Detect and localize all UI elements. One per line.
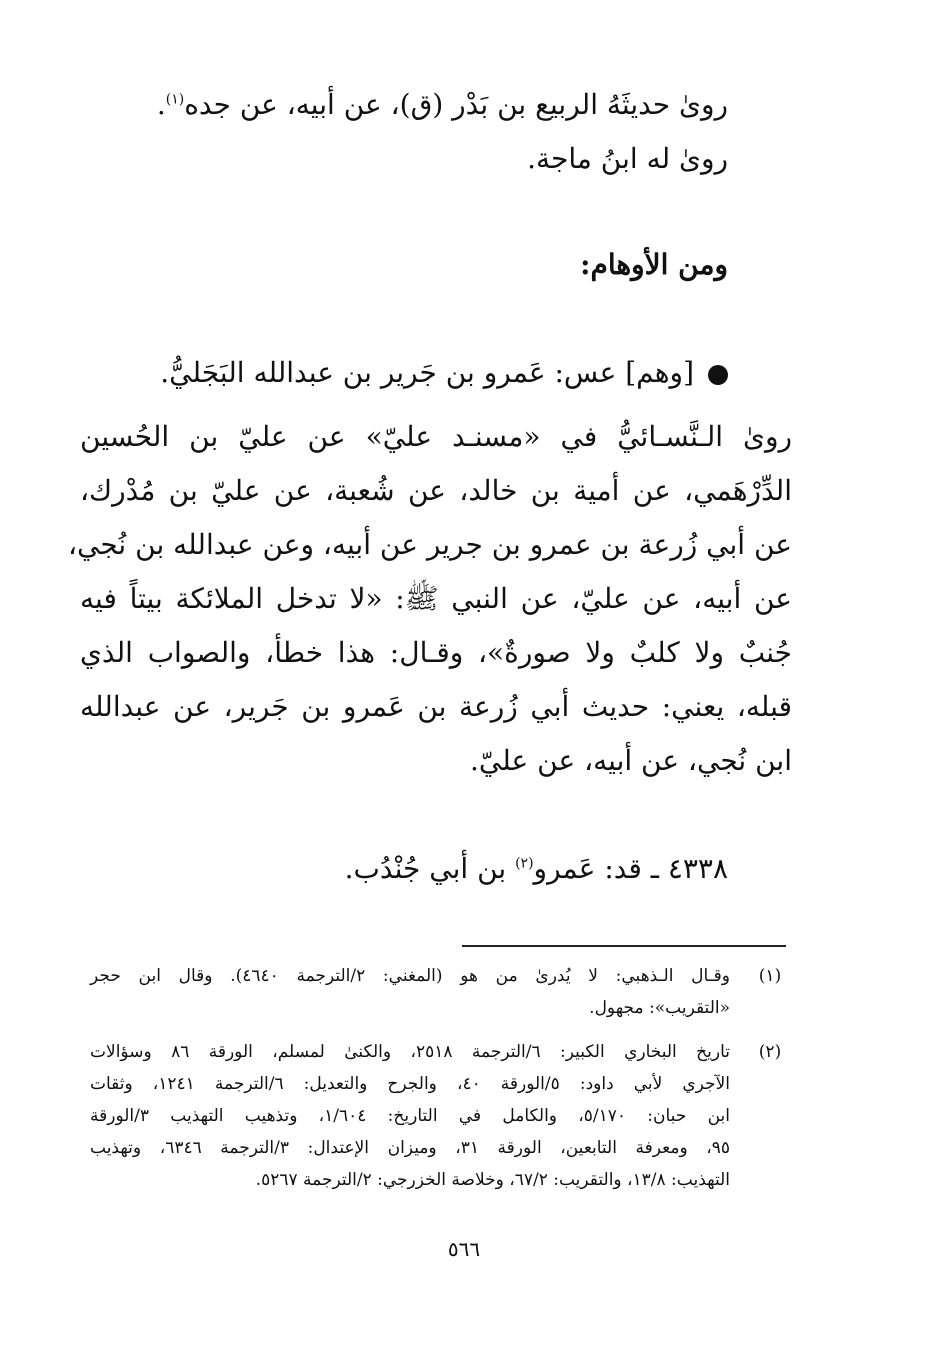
footnote-number: (٢): [758, 1042, 782, 1062]
entry-body: [67, 410, 792, 788]
entry-line: قبله، يعني: حديث أبي زُرعة بن عَمرو بن جَرير، عن عبدالله: [80, 690, 792, 723]
footnote-ref-1[interactable]: (١): [165, 91, 185, 108]
entry-title: [80, 346, 728, 400]
entry-line: الدِّرْهَمي، عن أمية بن خالد، عن شُعبة، عن عليّ بن مُدْرك،: [80, 474, 792, 507]
entry-line: عن أبي زُرعة بن عمرو بن جرير عن أبيه، وعن عبدالله بن نُجي،: [67, 528, 792, 561]
entry-line: جُنبٌ ولا كلبٌ ولا صورةٌ»، وقـال: هذا خطأ، والصواب الذي: [80, 636, 792, 669]
footnote-line: «التقريب»: مجهول.: [589, 998, 730, 1018]
next-entry-heading: [80, 842, 728, 896]
entry-line: روىٰ الـنَّسـائيُّ في «مسنـد عليّ» عن عليّ بن الحُسين: [80, 420, 792, 453]
entry-title-text: [وهم] عس: عَمرو بن جَرير بن عبدالله البَجَليُّ.: [160, 356, 694, 389]
entry-line: ابن نُجي، عن أبيه، عن عليّ.: [470, 744, 792, 777]
footnote-2: [90, 1036, 788, 1196]
next-entry-text-end: بن أبي جُنْدُب.: [344, 852, 516, 885]
intro-line-1-text: روىٰ حديثَهُ الربيع بن بَدْر (ق)، عن أبيه، عن جده: [184, 88, 728, 121]
footnote-body: [90, 960, 730, 1024]
footnote-divider: [462, 945, 786, 947]
intro-paragraph: [80, 78, 728, 186]
section-heading: ومن الأوهام:: [580, 248, 728, 281]
page-number: ٥٦٦: [447, 1237, 481, 1261]
footnote-1: [90, 960, 788, 1024]
footnote-number: (١): [758, 966, 782, 986]
entry-line: عن أبيه، عن عليّ، عن النبي ﷺ: «لا تدخل الملائكة بيتاً فيه: [80, 582, 792, 615]
footnote-line: ٩٥، ومعرفة التابعين، الورقة ٣١، وميزان الإعتدال: ٣/الترجمة ٦٣٤٦، وتهذيب: [90, 1138, 730, 1158]
footnote-line: الآجري لأبي داود: ٥/الورقة ٤٠، والجرح والتعديل: ٦/الترجمة ١٢٤١، وثقات: [90, 1074, 730, 1094]
footnote-line: تاريخ البخاري الكبير: ٦/الترجمة ٢٥١٨، والكنىٰ لمسلم، الورقة ٨٦ وسؤالات: [90, 1042, 731, 1062]
footnote-body: [90, 1036, 730, 1196]
footnote-line: التهذيب: ١٣/٨، والتقريب: ٦٧/٢، وخلاصة الخزرجي: ٢/الترجمة ٥٢٦٧.: [255, 1170, 730, 1190]
intro-line-2: روىٰ له ابنُ ماجة.: [527, 142, 728, 175]
bullet-icon: [708, 365, 728, 385]
intro-line-1-end: .: [156, 88, 166, 121]
footnote-ref-2[interactable]: (٢): [515, 855, 534, 872]
intro-line-1: [80, 78, 728, 132]
footnote-line: ابن حبان: ٥/١٧٠، والكامل في التاريخ: ١/٦٠٤، وتذهيب التهذيب ٣/الورقة: [90, 1106, 730, 1126]
next-entry-text: ٤٣٣٨ ـ قد: عَمرو: [533, 852, 728, 885]
footnote-line: وقـال الـذهبي: لا يُدرىٰ من هو (المغني: ٢/الترجمة ٤٦٤٠). وقال ابن حجر: [90, 966, 731, 986]
